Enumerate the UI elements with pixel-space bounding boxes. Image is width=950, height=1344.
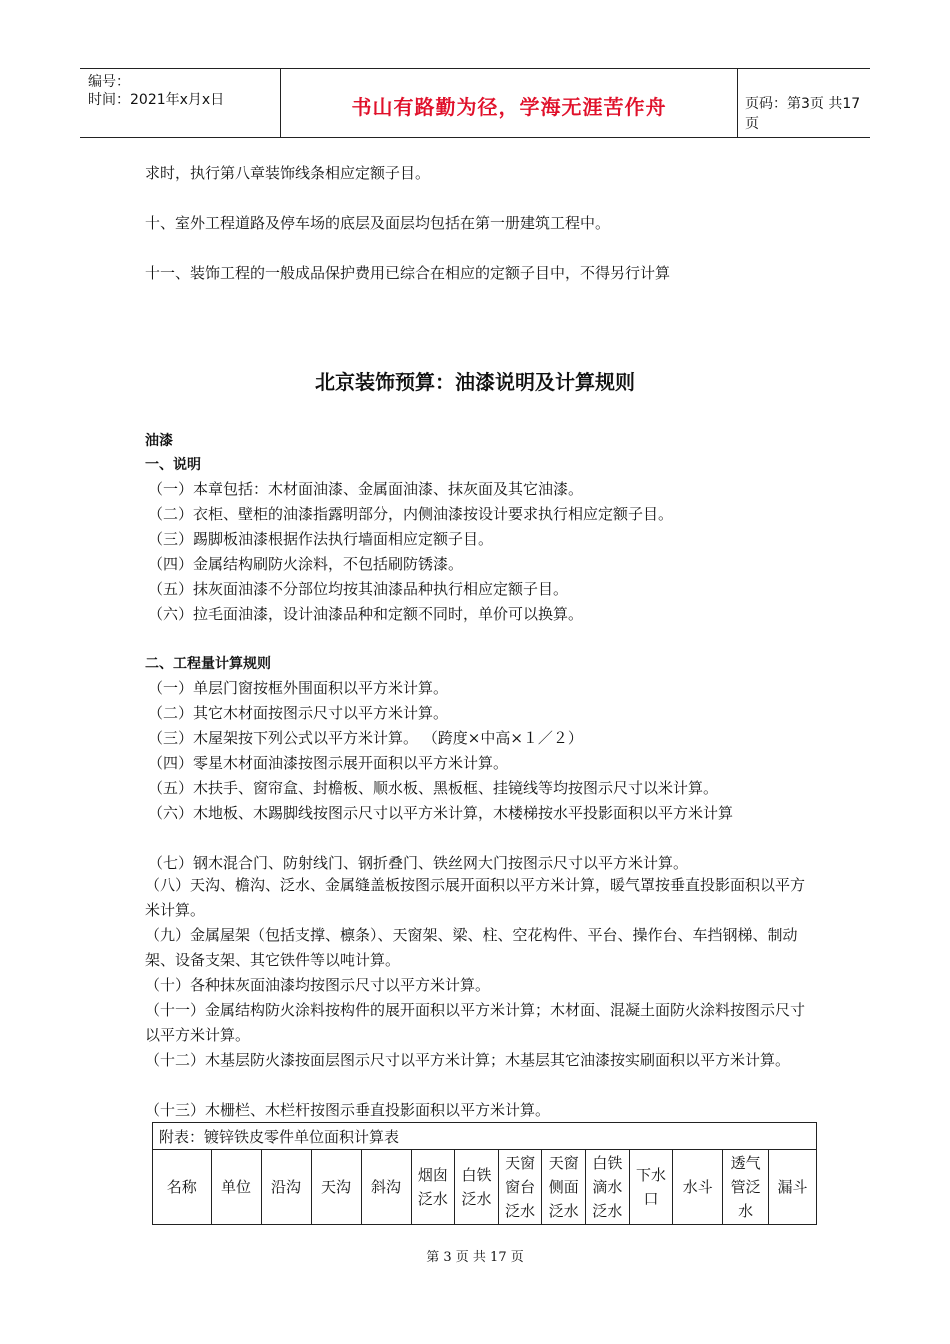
part2-item: （一）单层门窗按框外围面积以平方米计算。: [148, 679, 449, 697]
page-header: [80, 68, 870, 138]
part2-item: （十一）金属结构防火涂料按构件的展开面积以平方米计算；木材面、混凝土面防火涂料按图示尺寸以平方米计算。: [145, 1001, 806, 1044]
column-header: 沿沟: [261, 1150, 311, 1225]
column-header: 单位: [211, 1150, 261, 1225]
part1-item: （二）衣柜、壁柜的油漆指露明部分，内侧油漆按设计要求执行相应定额子目。: [148, 505, 674, 523]
column-header: 白铁泛水: [455, 1150, 499, 1225]
page-title: 北京装饰预算：油漆说明及计算规则: [315, 370, 635, 394]
column-header: 天窗侧面泛水: [542, 1150, 586, 1225]
part1-item: （六）拉毛面油漆，设计油漆品种和定额不同时，单价可以换算。: [148, 605, 584, 623]
intro-line: 十、室外工程道路及停车场的底层及面层均包括在第一册建筑工程中。: [145, 214, 611, 232]
intro-line: 求时，执行第八章装饰线条相应定额子目。: [145, 164, 431, 182]
column-header: 下水口: [629, 1150, 673, 1225]
attachment-table: [152, 1122, 817, 1225]
column-header: 斜沟: [361, 1150, 411, 1225]
column-header: 透气管泛水: [723, 1150, 769, 1225]
part1-item: （一）本章包括：木材面油漆、金属面油漆、抹灰面及其它油漆。: [148, 480, 584, 498]
intro-line: 十一、装饰工程的一般成品保护费用已综合在相应的定额子目中，不得另行计算: [145, 264, 671, 282]
part2-heading: 二、工程量计算规则: [145, 656, 271, 672]
column-header: 天窗窗台泛水: [498, 1150, 542, 1225]
column-header: 漏斗: [769, 1150, 817, 1225]
column-header: 天沟: [311, 1150, 361, 1225]
part2-item: （七）钢木混合门、防射线门、钢折叠门、铁丝网大门按图示尺寸以平方米计算。: [148, 854, 689, 872]
part2-item: （十二）木基层防火漆按面层图示尺寸以平方米计算；木基层其它油漆按实刷面积以平方米计算。: [145, 1051, 791, 1069]
section-label: 油漆: [145, 433, 173, 449]
part1-item: （三）踢脚板油漆根据作法执行墙面相应定额子目。: [148, 530, 494, 548]
part2-item: （二）其它木材面按图示尺寸以平方米计算。: [148, 704, 449, 722]
page-footer: 第 3 页 共 17 页: [426, 1250, 524, 1265]
part2-item: （八）天沟、檐沟、泛水、金属缝盖板按图示展开面积以平方米计算，暖气罩按垂直投影面积以平方米计算。: [145, 876, 806, 919]
doc-date-label: 时间：2021年x月x日: [88, 92, 225, 108]
column-header: 名称: [153, 1150, 212, 1225]
part2-item: （十三）木栅栏、木栏杆按图示垂直投影面积以平方米计算。: [145, 1101, 551, 1119]
part2-item: （十）各种抹灰面油漆均按图示尺寸以平方米计算。: [145, 976, 491, 994]
part1-item: （五）抹灰面油漆不分部位均按其油漆品种执行相应定额子目。: [148, 580, 569, 598]
column-header: 水斗: [673, 1150, 723, 1225]
part2-item: （六）木地板、木踢脚线按图示尺寸以平方米计算，木楼梯按水平投影面积以平方米计算: [148, 804, 734, 822]
table-caption: 附表：镀锌铁皮零件单位面积计算表: [153, 1123, 817, 1150]
column-header: 白铁滴水泛水: [586, 1150, 630, 1225]
header-page-info: 页码：第3页 共17页: [745, 96, 861, 132]
part1-heading: 一、说明: [145, 457, 201, 473]
table-caption-row: [153, 1123, 817, 1150]
column-header: 烟囱泛水: [411, 1150, 455, 1225]
table-header-row: [153, 1150, 817, 1225]
header-motto: 书山有路勤为径，学海无涯苦作舟: [351, 95, 667, 119]
doc-number-label: 编号：: [88, 74, 130, 90]
part2-item: （三）木屋架按下列公式以平方米计算。 （跨度×中高×１／２）: [148, 729, 583, 747]
part2-item: （九）金属屋架（包括支撑、檩条）、天窗架、梁、柱、空花构件、平台、操作台、车挡钢梯、制动架、设备支架、其它铁件等以吨计算。: [145, 926, 798, 969]
header-meta: [80, 69, 280, 137]
part1-item: （四）金属结构刷防火涂料，不包括刷防锈漆。: [148, 555, 464, 573]
part2-item: （五）木扶手、窗帘盒、封檐板、顺水板、黑板框、挂镜线等均按图示尺寸以米计算。: [148, 779, 719, 797]
header-motto-cell: [280, 69, 738, 137]
part2-item: （四）零星木材面油漆按图示展开面积以平方米计算。: [148, 754, 509, 772]
